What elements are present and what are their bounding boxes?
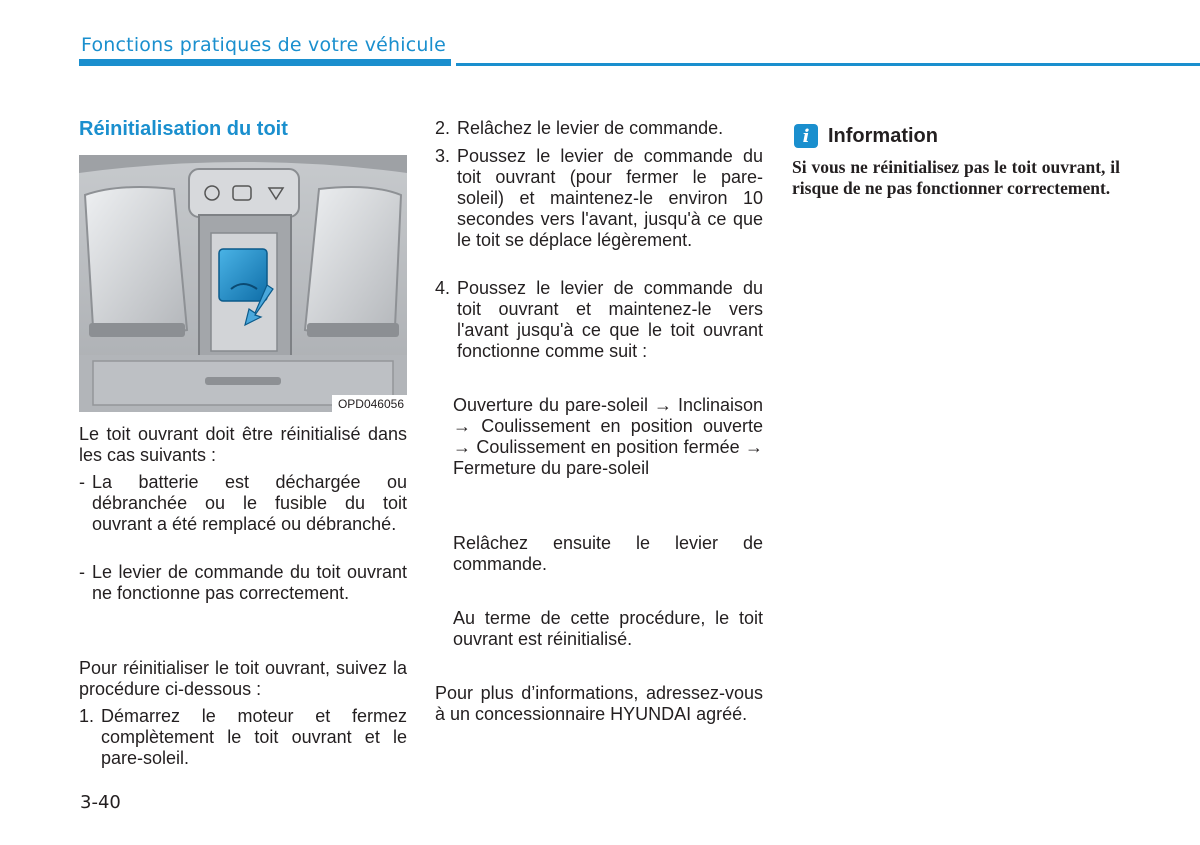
information-heading [794, 124, 938, 148]
step-text: Poussez le levier de commande du toit ouvrant et maintenez-le vers l'avant jusqu'à ce que le toit ouvrant fonctionne comme suit : [457, 278, 763, 361]
step-item [435, 118, 763, 139]
step-marker: 3. [435, 146, 451, 166]
list-text: Le levier de commande du toit ouvrant ne fonctionne pas correctement. [92, 562, 407, 603]
procedure-intro-text: Pour réinitialiser le toit ouvrant, suivez la procédure ci-dessous : [79, 658, 407, 699]
step-item [435, 146, 763, 251]
step-marker: 1. [79, 706, 95, 726]
list-item [79, 472, 407, 535]
intro-paragraph [79, 424, 407, 466]
page-number: 3-40 [80, 792, 121, 813]
header-rule-thick [79, 59, 451, 66]
operation-sequence [453, 395, 763, 479]
step-text: Démarrez le moteur et fermez complètement le toit ouvrant et le pare-soleil. [101, 706, 407, 768]
list-marker: - [79, 472, 85, 492]
list-marker: - [79, 562, 85, 582]
info-icon: i [794, 124, 818, 148]
release-text: Relâchez ensuite le levier de commande. [453, 533, 763, 574]
sequence-text: Ouverture du pare-soleil → Inclinaison → Coulissement en position ouverte → Coulissement en position fermée → Fermeture du pare-soleil [453, 395, 763, 478]
header-rule-thin [456, 63, 1200, 66]
information-text: Si vous ne réinitialisez pas le toit ouvrant, il risque de ne pas fonctionner correctement. [792, 157, 1120, 198]
step-text: Poussez le levier de commande du toit ouvrant (pour fermer le pare-soleil) et maintenez-le environ 10 secondes vers l'avant, jusqu'à ce que le toit se déplace légèrement. [457, 146, 763, 250]
procedure-intro [79, 658, 407, 700]
result-paragraph [453, 608, 763, 650]
dealer-text: Pour plus d’informations, adressez-vous à un concessionnaire HYUNDAI agréé. [435, 683, 763, 724]
information-label: Information [828, 124, 938, 147]
dealer-paragraph [435, 683, 763, 725]
figure-code: OPD046056 [332, 395, 407, 412]
sunroof-lever-illustration [79, 155, 407, 412]
list-text: La batterie est déchargée ou débranchée ou le fusible du toit ouvrant a été remplacé ou débranché. [92, 472, 407, 534]
overhead-console-drawing [79, 155, 407, 412]
result-text: Au terme de cette procédure, le toit ouvrant est réinitialisé. [453, 608, 763, 649]
step-marker: 2. [435, 118, 451, 138]
chapter-title: Fonctions pratiques de votre véhicule [81, 34, 447, 56]
step-text: Relâchez le levier de commande. [457, 118, 724, 138]
release-paragraph [453, 533, 763, 575]
step-item [435, 278, 763, 362]
list-item [79, 562, 407, 604]
intro-text: Le toit ouvrant doit être réinitialisé dans les cas suivants : [79, 424, 407, 465]
step-item [79, 706, 407, 769]
section-heading: Réinitialisation du toit [79, 118, 288, 140]
step-marker: 4. [435, 278, 451, 298]
